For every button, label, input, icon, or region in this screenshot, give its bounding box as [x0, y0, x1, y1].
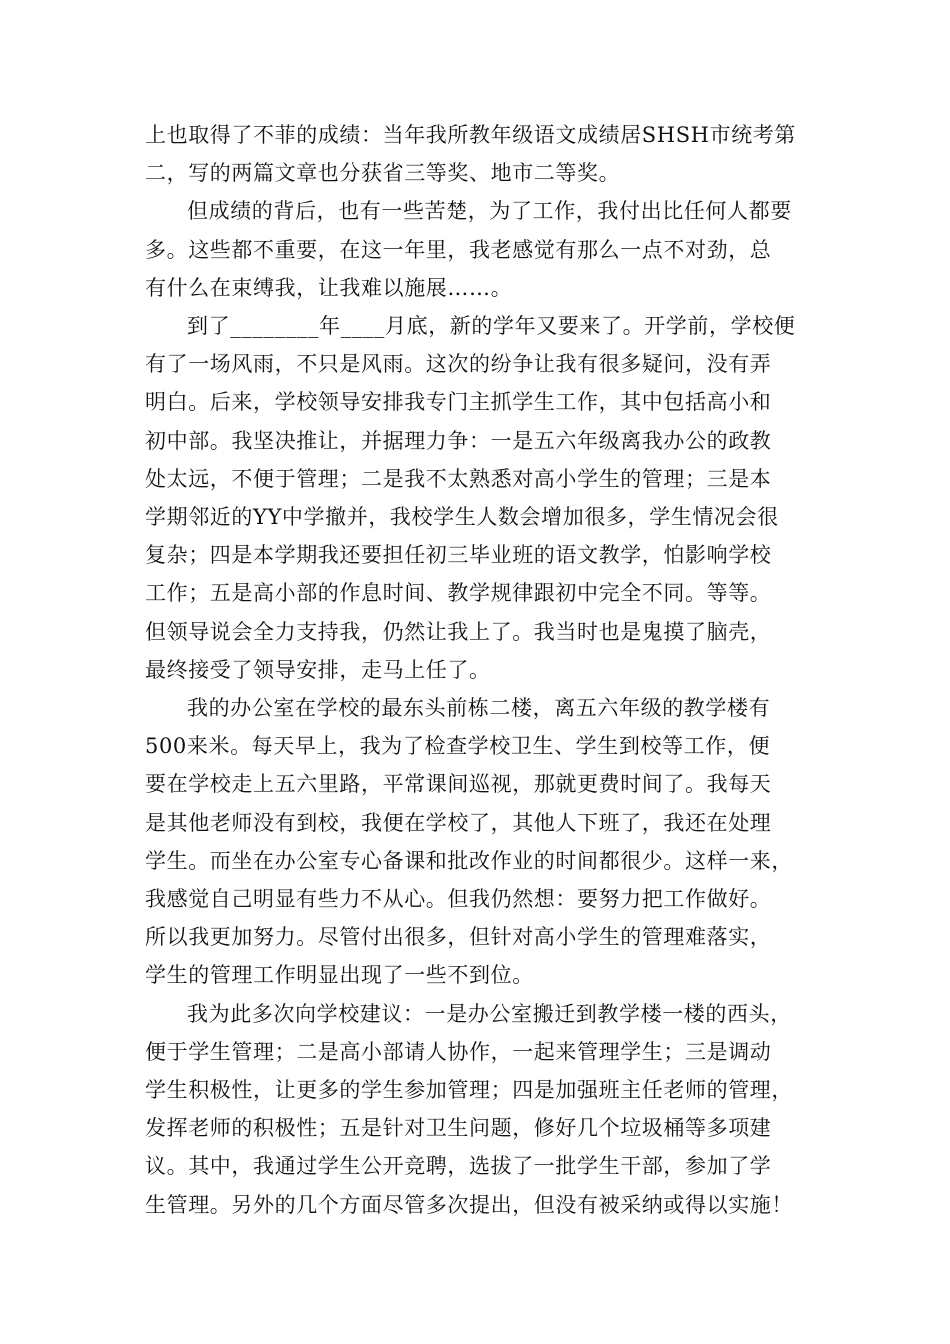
- paragraph-2: [145, 192, 807, 307]
- document-body: [145, 116, 807, 1224]
- text-line: 是其他老师没有到校，我便在学校了，其他人下班了，我还在处理: [145, 810, 772, 835]
- text-line: 最终接受了领导安排，走马上任了。: [145, 657, 491, 682]
- text-line: 要在学校走上五六里路，平常课间巡视，那就更费时间了。我每天: [145, 772, 772, 797]
- text-line: 学期邻近的YY中学撤并，我校学生人数会增加很多，学生情况会很: [145, 505, 779, 530]
- paragraph-4: [145, 689, 807, 995]
- text-line: 上也取得了不菲的成绩：当年我所教年级语文成绩居SHSH市统考第: [145, 123, 796, 147]
- text-line: 有了一场风雨，不只是风雨。这次的纷争让我有很多疑问，没有弄: [145, 352, 772, 377]
- text-line: 二，写的两篇文章也分获省三等奖、地市二等奖。: [145, 161, 621, 186]
- text-line: 我为此多次向学校建议：一是办公室搬迁到教学楼一楼的西头，: [187, 1001, 792, 1026]
- paragraph-1: [145, 116, 807, 192]
- text-line: 学生。而坐在办公室专心备课和批改作业的时间都很少。这样一来，: [145, 848, 793, 873]
- text-line: 明白。后来，学校领导安排我专门主抓学生工作，其中包括高小和: [145, 390, 772, 415]
- text-line: 生管理。另外的几个方面尽管多次提出，但没有被采纳或得以实施！: [145, 1192, 793, 1217]
- text-line: 多。这些都不重要，在这一年里，我老感觉有那么一点不对劲，总: [145, 237, 772, 262]
- paragraph-5: [145, 995, 807, 1224]
- text-line: 有什么在束缚我，让我难以施展……。: [145, 275, 513, 300]
- text-line: 500来米。每天早上，我为了检查学校卫生、学生到校等工作，便: [145, 734, 771, 759]
- text-line: 复杂；四是本学期我还要担任初三毕业班的语文教学，怕影响学校: [145, 543, 772, 568]
- text-line: 工作；五是高小部的作息时间、教学规律跟初中完全不同。等等。: [145, 581, 772, 606]
- text-line: 发挥老师的积极性；五是针对卫生问题，修好几个垃圾桶等多项建: [145, 1116, 772, 1141]
- text-line: 学生积极性，让更多的学生参加管理；四是加强班主任老师的管理，: [145, 1078, 793, 1103]
- text-line: 但成绩的背后，也有一些苦楚，为了工作，我付出比任何人都要: [187, 199, 792, 224]
- text-line: 我感觉自己明显有些力不从心。但我仍然想：要努力把工作做好。: [145, 887, 772, 912]
- text-line: 学生的管理工作明显出现了一些不到位。: [145, 963, 534, 988]
- text-line: 处太远，不便于管理；二是我不太熟悉对高小学生的管理；三是本: [145, 466, 772, 491]
- text-line: 我的办公室在学校的最东头前栋二楼，离五六年级的教学楼有: [187, 696, 771, 721]
- text-line: 到了________年____月底，新的学年又要来了。开学前，学校便: [187, 314, 796, 339]
- text-line: 初中部。我坚决推让，并据理力争：一是五六年级离我办公的政教: [145, 428, 772, 453]
- text-line: 但领导说会全力支持我，仍然让我上了。我当时也是鬼摸了脑壳，: [145, 619, 772, 644]
- text-line: 便于学生管理；二是高小部请人协作，一起来管理学生；三是调动: [145, 1039, 772, 1064]
- text-line: 议。其中，我通过学生公开竞聘，选拔了一批学生干部，参加了学: [145, 1154, 772, 1179]
- paragraph-3: [145, 307, 807, 689]
- text-line: 所以我更加努力。尽管付出很多，但针对高小学生的管理难落实，: [145, 925, 772, 950]
